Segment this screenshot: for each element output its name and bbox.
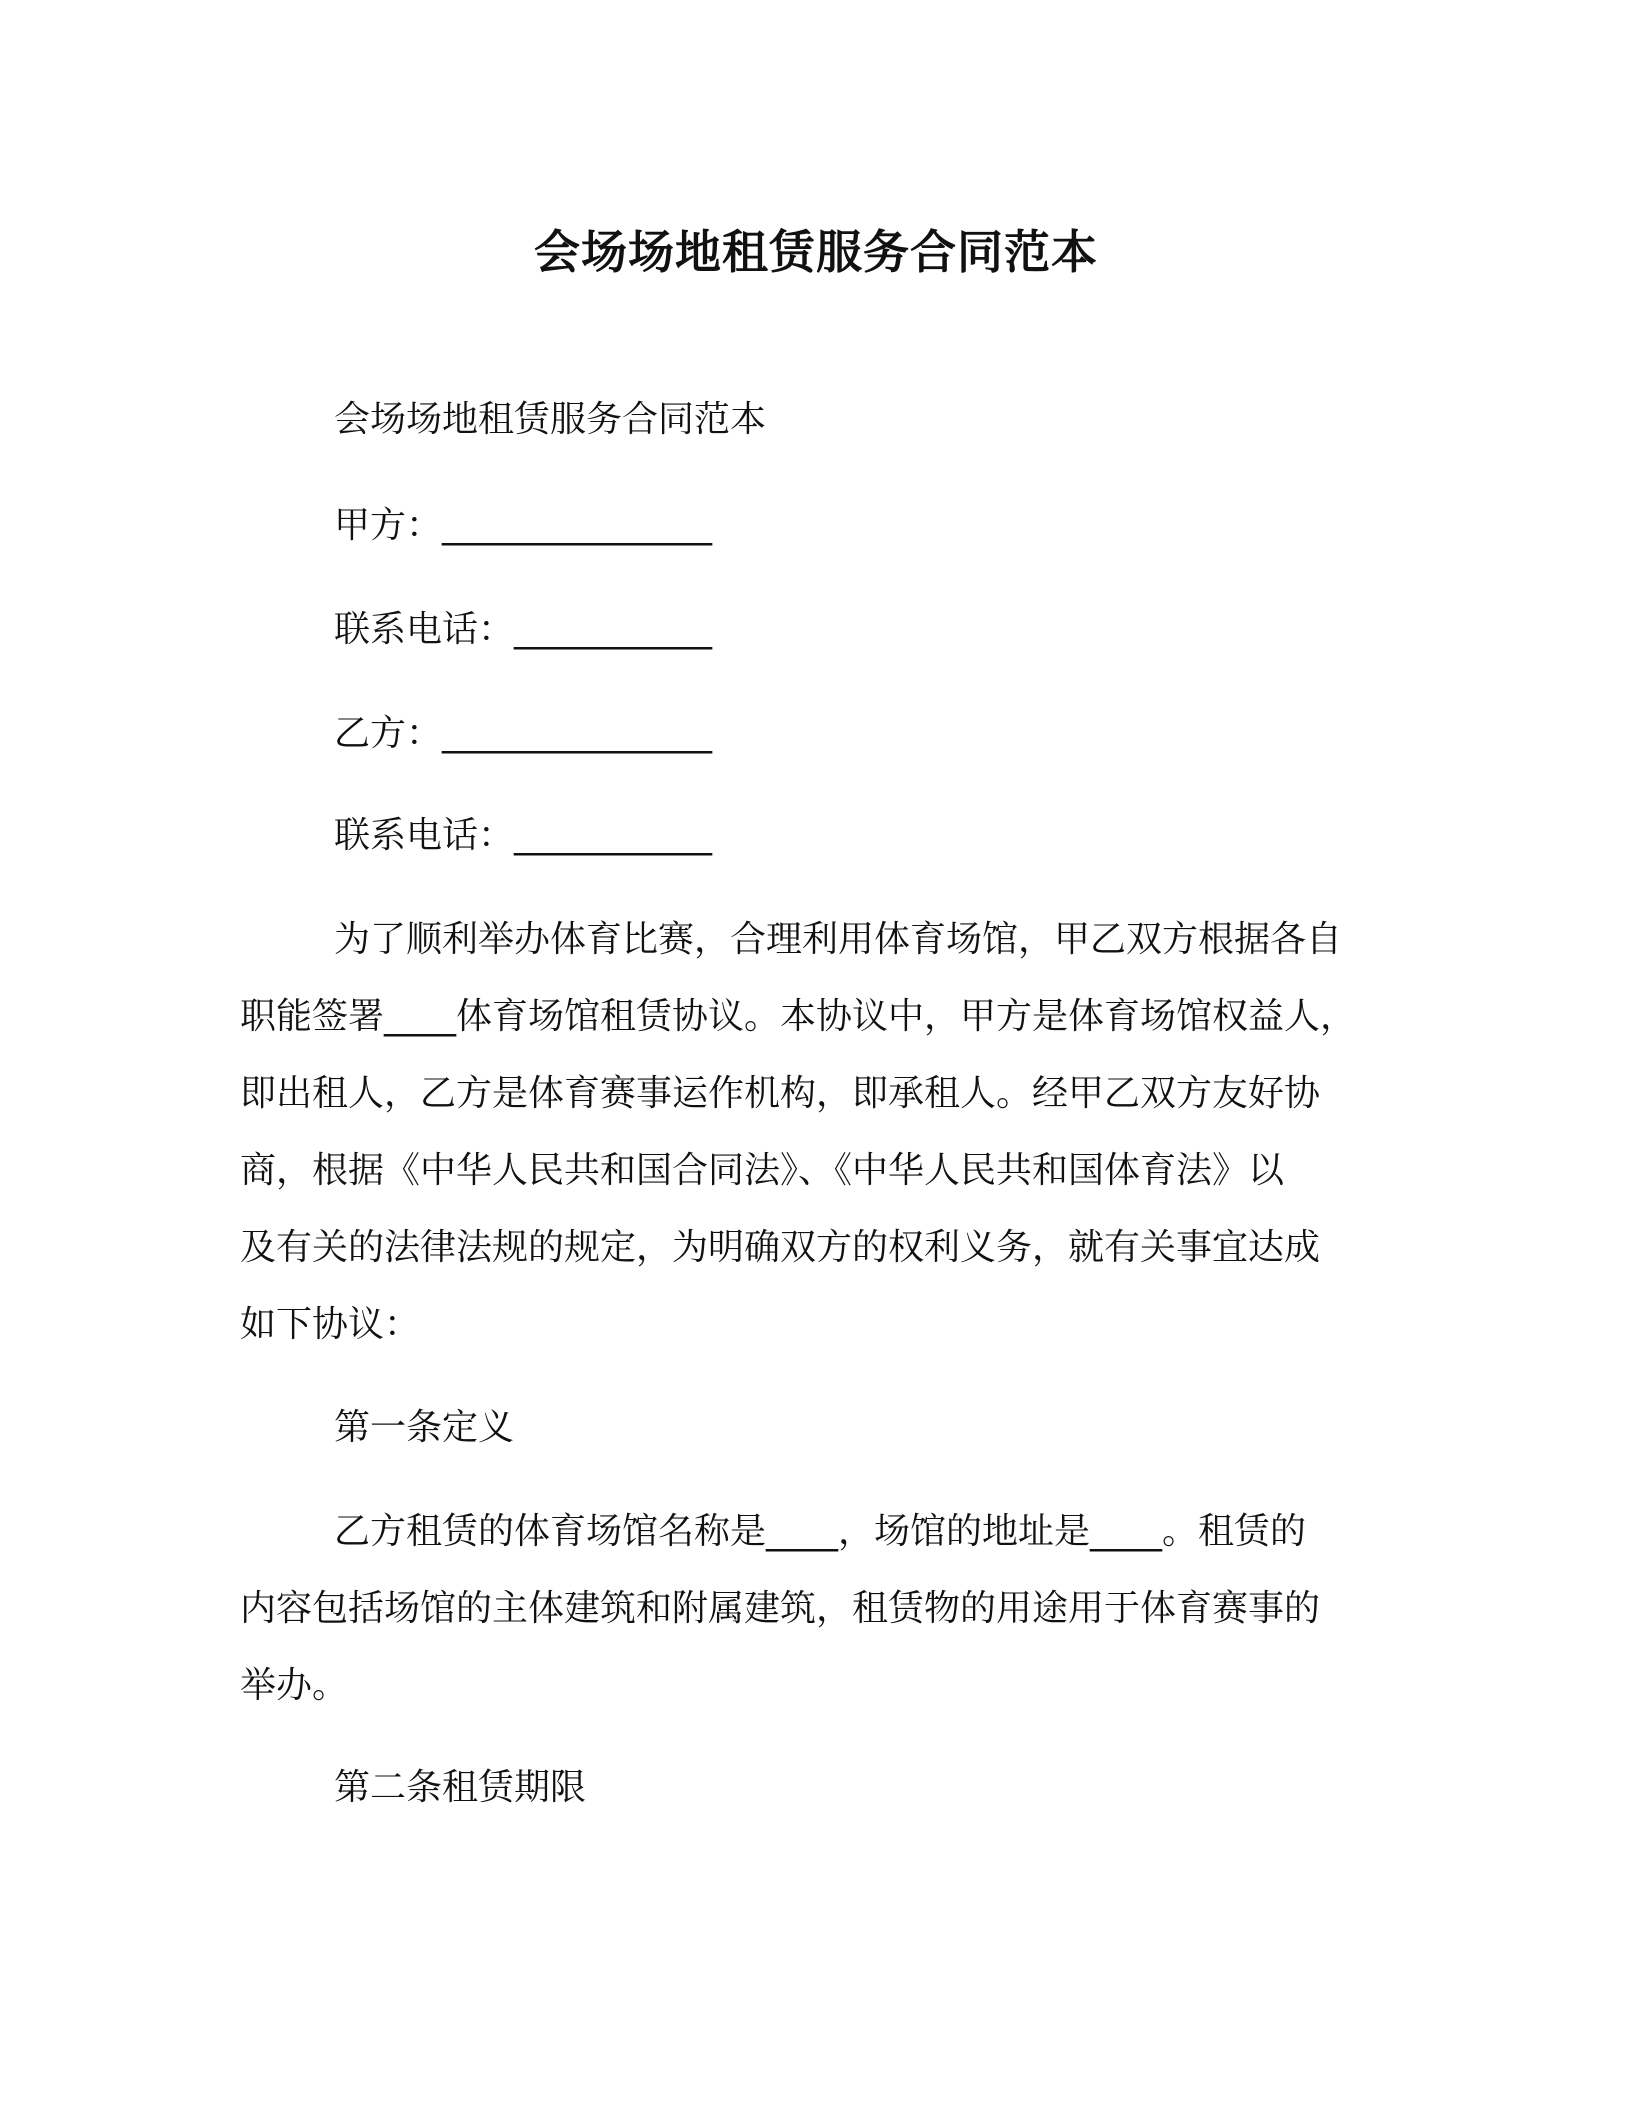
article-2-heading: 第二条租赁期限 xyxy=(334,1767,587,1808)
intro-line: 如下协议： xyxy=(240,1304,421,1345)
article-1-line: 乙方租赁的体育场馆名称是____，场馆的地址是____。租赁的 xyxy=(334,1511,1307,1552)
intro-line: 商，根据《中华人民共和国合同法》、《中华人民共和国体育法》以 xyxy=(240,1150,1285,1191)
document-title: 会场场地租赁服务合同范本 xyxy=(534,225,1098,279)
article-1-line: 举办。 xyxy=(240,1665,349,1706)
article-1-line: 内容包括场馆的主体建筑和附属建筑，租赁物的用途用于体育赛事的 xyxy=(240,1588,1321,1629)
intro-line: 职能签署____体育场馆租赁协议。本协议中，甲方是体育场馆权益人， xyxy=(240,996,1357,1037)
intro-line: 及有关的法律法规的规定，为明确双方的权利义务，就有关事宜达成 xyxy=(240,1227,1321,1268)
party-b-phone-field: 联系电话：___________ xyxy=(334,815,713,856)
party-a-phone-field: 联系电话：___________ xyxy=(334,609,713,650)
intro-line: 为了顺利举办体育比赛，合理利用体育场馆，甲乙双方根据各自 xyxy=(334,919,1343,960)
party-b-field: 乙方：_______________ xyxy=(334,713,713,754)
party-a-field: 甲方：_______________ xyxy=(334,505,713,546)
article-1-heading: 第一条定义 xyxy=(334,1407,515,1448)
document-subtitle: 会场场地租赁服务合同范本 xyxy=(334,399,767,440)
intro-line: 即出租人，乙方是体育赛事运作机构，即承租人。经甲乙双方友好协 xyxy=(240,1073,1321,1114)
